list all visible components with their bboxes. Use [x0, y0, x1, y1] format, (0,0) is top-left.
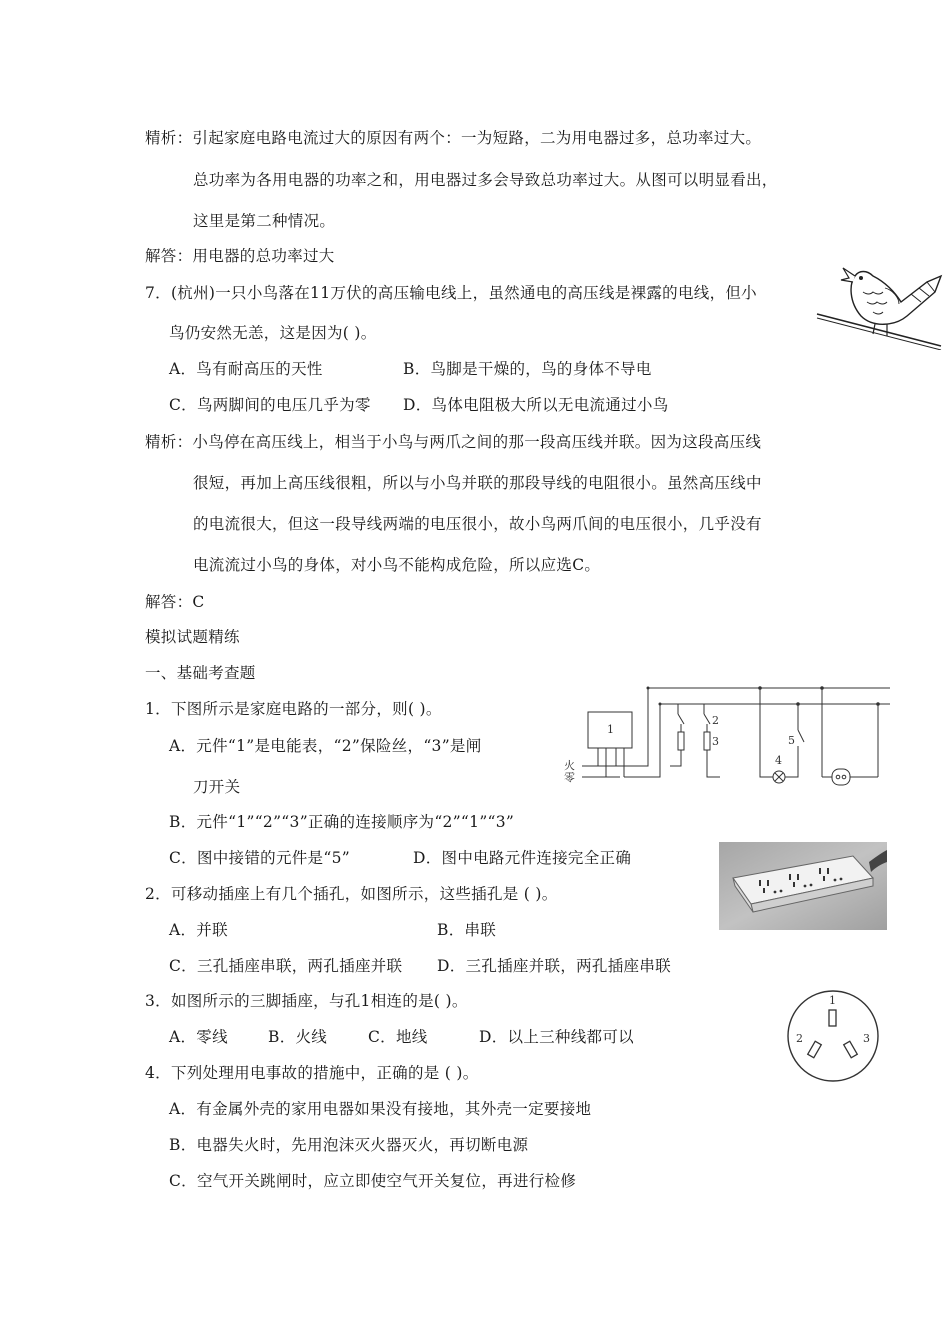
question-7-option-a: A．鸟有耐高压的天性 — [169, 360, 323, 378]
subsection-title: 一、基础考查题 — [145, 664, 256, 682]
question-7-option-c: C．鸟两脚间的电压几乎为零 — [169, 396, 371, 414]
household-circuit-diagram — [560, 680, 890, 790]
bird-on-wire-illustration — [815, 262, 943, 350]
answer-label: 解答： — [145, 247, 193, 265]
socket-hole-3-label: 3 — [863, 1032, 870, 1045]
analysis-7-line-1: 精析：小鸟停在高压线上，相当于小鸟与两爪之间的那一段高压线并联。因为这段高压线 — [145, 433, 762, 451]
component-3-label: 3 — [712, 735, 719, 748]
socket-hole-1-label: 1 — [829, 994, 836, 1007]
question-7-stem-1: 7．(杭州)一只小鸟落在11万伏的高压输电线上，虽然通电的高压线是裸露的电线，但小 — [145, 284, 757, 302]
question-3-stem: 3．如图所示的三脚插座，与孔1相连的是( )。 — [145, 992, 468, 1010]
question-3-option-a: A．零线 — [169, 1028, 228, 1046]
question-4-option-c: C．空气开关跳闸时，应立即使空气开关复位，再进行检修 — [169, 1172, 577, 1190]
question-4-stem: 4．下列处理用电事故的措施中，正确的是 ( )。 — [145, 1064, 479, 1082]
analysis-6-line-2: 总功率为各用电器的功率之和，用电器过多会导致总功率过大。从图可以明显看出， — [193, 171, 778, 189]
neutral-line-label: 零 — [564, 771, 575, 784]
analysis-6-line-3: 这里是第二种情况。 — [193, 212, 336, 230]
question-2-option-d: D．三孔插座并联，两孔插座串联 — [437, 957, 671, 975]
question-1-stem: 1．下图所示是家庭电路的一部分，则( )。 — [145, 700, 442, 718]
question-2-option-c: C．三孔插座串联，两孔插座并联 — [169, 957, 403, 975]
component-2-label: 2 — [712, 714, 719, 727]
answer-6: 解答：用电器的总功率过大 — [145, 247, 335, 265]
question-3-option-c: C．地线 — [368, 1028, 428, 1046]
answer-7: 解答：C — [145, 593, 205, 611]
analysis-7-line-4: 电流流过小鸟的身体，对小鸟不能构成危险，所以应选C。 — [193, 556, 601, 574]
question-2-stem: 2．可移动插座上有几个插孔，如图所示，这些插孔是 ( )。 — [145, 885, 558, 903]
component-5-label: 5 — [788, 734, 795, 747]
fire-line-label: 火 — [564, 759, 575, 772]
question-1-option-b: B．元件“1”“2”“3”正确的连接顺序为“2”“1”“3” — [169, 813, 515, 831]
question-1-option-c: C．图中接错的元件是“5” — [169, 849, 350, 867]
three-pin-socket-diagram — [783, 986, 883, 1086]
power-strip-photo — [719, 842, 887, 930]
question-2-option-a: A．并联 — [169, 921, 228, 939]
question-1-option-a-cont: 刀开关 — [193, 778, 241, 796]
analysis-6-line-1: 精析：引起家庭电路电流过大的原因有两个：一为短路，二为用电器过多，总功率过大。 — [145, 129, 762, 147]
component-1-label: 1 — [607, 723, 614, 736]
question-2-option-b: B．串联 — [437, 921, 497, 939]
component-4-label: 4 — [775, 754, 782, 767]
question-7-option-d: D．鸟体电阻极大所以无电流通过小鸟 — [403, 396, 669, 414]
question-1-option-d: D．图中电路元件连接完全正确 — [413, 849, 632, 867]
question-7-option-b: B．鸟脚是干燥的，鸟的身体不导电 — [403, 360, 652, 378]
question-4-option-b: B．电器失火时，先用泡沫灭火器灭火，再切断电源 — [169, 1136, 529, 1154]
question-7-stem-2: 鸟仍安然无恙，这是因为( )。 — [169, 324, 377, 342]
question-3-option-b: B．火线 — [268, 1028, 328, 1046]
analysis-label: 精析： — [145, 129, 193, 147]
answer-label: 解答： — [145, 593, 193, 611]
question-1-option-a: A．元件“1”是电能表，“2”保险丝，“3”是闸 — [169, 737, 482, 755]
socket-hole-2-label: 2 — [796, 1032, 803, 1045]
section-title: 模拟试题精练 — [145, 628, 240, 646]
question-3-option-d: D．以上三种线都可以 — [479, 1028, 634, 1046]
analysis-7-line-2: 很短，再加上高压线很粗，所以与小鸟并联的那段导线的电阻很小。虽然高压线中 — [193, 474, 762, 492]
analysis-7-line-3: 的电流很大，但这一段导线两端的电压很小，故小鸟两爪间的电压很小，几乎没有 — [193, 515, 762, 533]
analysis-label: 精析： — [145, 433, 193, 451]
question-4-option-a: A．有金属外壳的家用电器如果没有接地，其外壳一定要接地 — [169, 1100, 592, 1118]
